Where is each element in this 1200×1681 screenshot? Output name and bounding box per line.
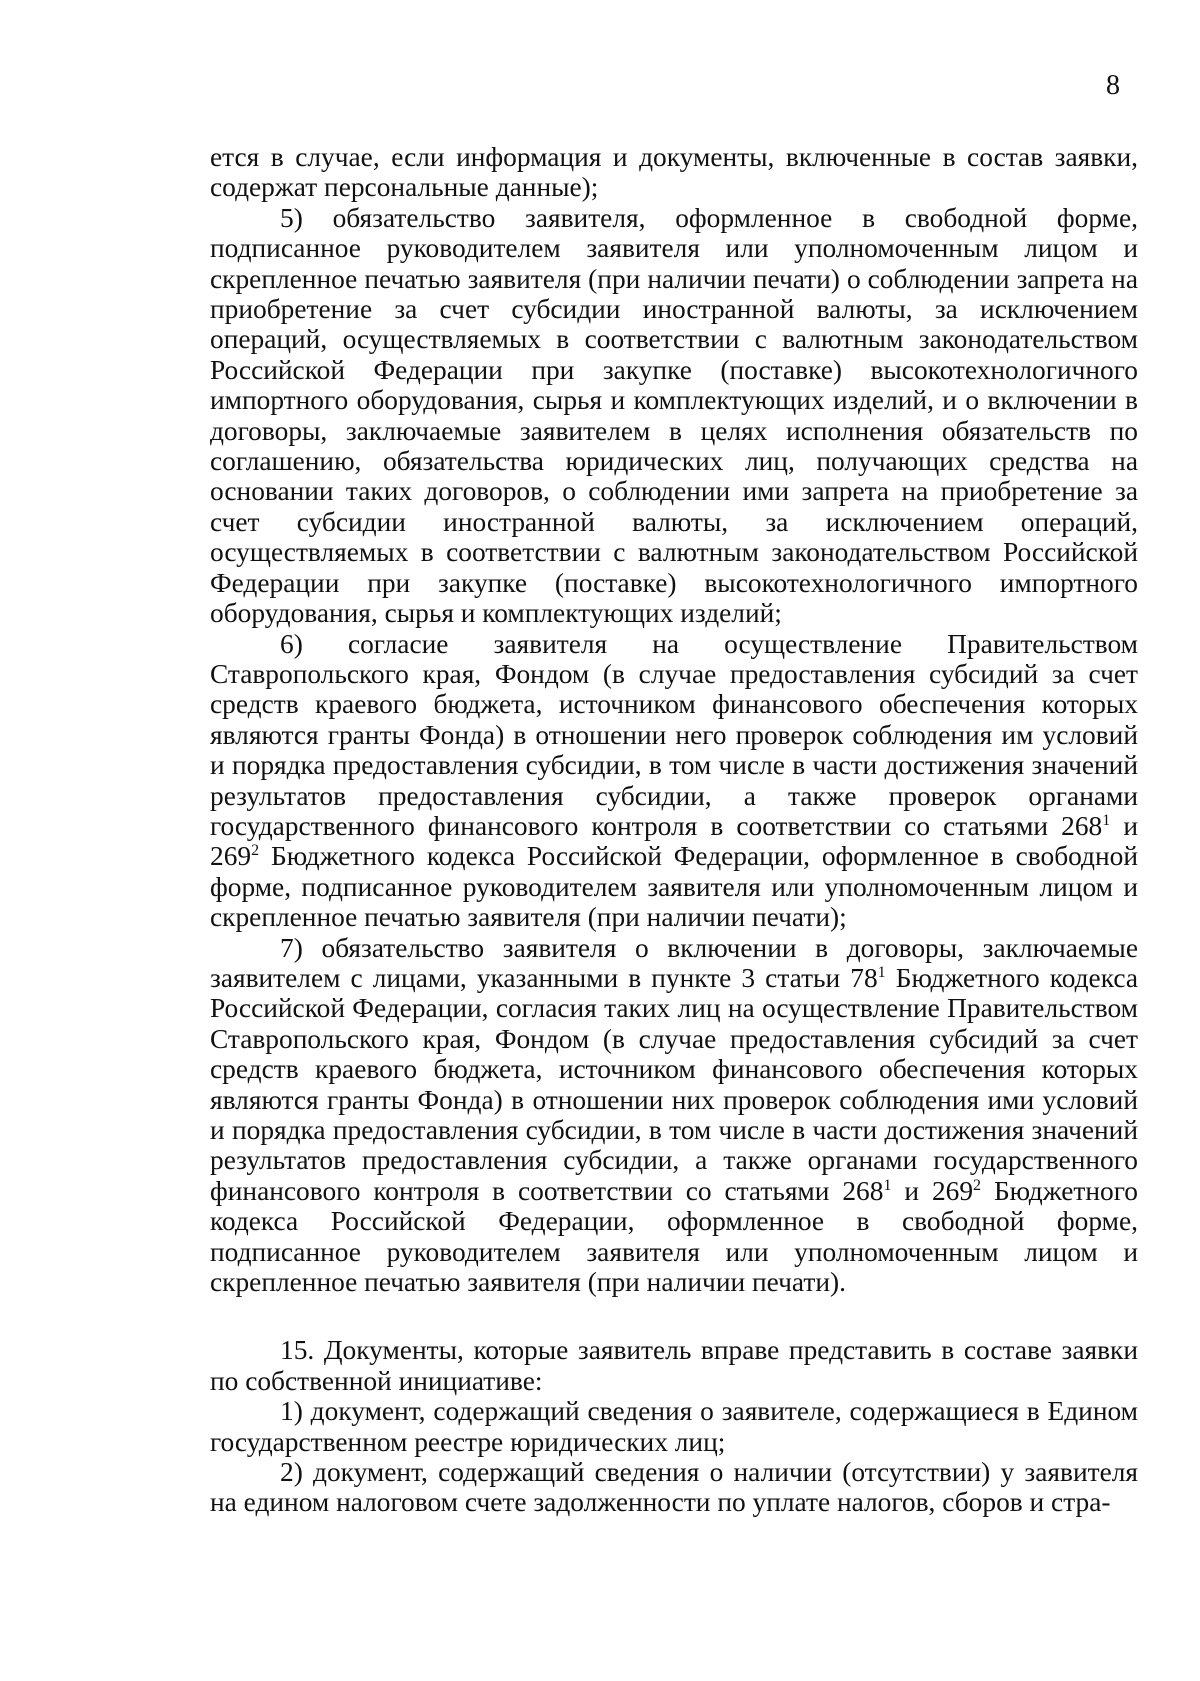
section-15-heading: 15. Документы, которые заявитель вправе представить в составе заявки по собственной инициативе: <box>210 1335 1138 1396</box>
paragraph-item-6 <box>210 629 1138 933</box>
paragraph-item-5: 5) обязательство заявителя, оформленное в свободной форме, подписанное руководителем заявителя или уполномоченным лицом и скрепленное печатью заявителя (при наличии печати) о соблюдении запрета на приобретение за счет субсидии иностранной валюты, за исключением операций, осуществляемых в соответствии с валютным законодательством Российской Федерации при закупке (поставке) высокотехнологичного импортного оборудования, сырья и комплектующих изделий, и о включении в договоры, заключаемые заявителем в целях исполнения обязательств по соглашению, обязательства юридических лиц, получающих средства на основании таких договоров, о соблюдении ими запрета на приобретение за счет субсидии иностранной валюты, за исключением операций, осуществляемых в соответствии с валютным законодательством Российской Федерации при закупке (поставке) высокотехнологичного импортного оборудования, сырья и комплектующих изделий; <box>210 202 1138 629</box>
superscript: 1 <box>1102 811 1111 829</box>
text-segment: и 269 <box>210 810 1138 872</box>
text-segment: Бюджетного кодекса Российской Федерации, оформленное в свободной форме, подписанное руководителем заявителя или уполномоченным лицом и скрепленное печатью заявителя (при наличии печати); <box>210 841 1138 933</box>
text-segment: Бюджетного кодекса Российской Федерации, согласия таких лиц на осуществление Правительством Ставропольского края, Фондом (в случае предоставления субсидий за счет средств краевого бюджета, источником финансового обеспечения которых являются гранты Фонда) в отношении них проверок соблюдения ими условий и порядка предоставления субсидии, в том числе в части достижения значений результатов предоставления субсидии, а также органами государственного финансового контроля в соответствии со статьями 268 <box>210 962 1138 1206</box>
superscript: 2 <box>251 842 260 860</box>
page-number: 8 <box>1106 70 1120 101</box>
superscript: 2 <box>973 1176 982 1194</box>
text-segment: и 269 <box>891 1175 974 1206</box>
paragraph-15-item-1: 1) документ, содержащий сведения о заявителе, содержащиеся в Едином государственном реестре юридических лиц; <box>210 1396 1138 1457</box>
superscript: 1 <box>877 963 886 981</box>
text-segment: Бюджетного кодекса Российской Федерации, оформленное в свободной форме, подписанное руководителем заявителя или уполномоченным лицом и скрепленное печатью заявителя (при наличии печати). <box>210 1175 1138 1298</box>
document-body <box>210 142 1138 1518</box>
paragraph-continuation: ется в случае, если информация и документы, включенные в состав заявки, содержат персональные данные); <box>210 142 1138 203</box>
text-segment: 7) обязательство заявителя о включении в договоры, заключаемые заявителем с лицами, указанными в пункте 3 статьи 78 <box>210 932 1138 993</box>
paragraph-item-7 <box>210 933 1138 1298</box>
paragraph-15-item-2: 2) документ, содержащий сведения о наличии (отсутствии) у заявителя на едином налоговом счете задолженности по уплате налогов, сборов и стра- <box>210 1457 1138 1518</box>
superscript: 1 <box>883 1176 892 1194</box>
text-segment: 6) согласие заявителя на осуществление Правительством Ставропольского края, Фондом (в случае предоставления субсидий за счет средств краевого бюджета, источником финансового обеспечения которых являются гранты Фонда) в отношении него проверок соблюдения им условий и порядка предоставления субсидии, в том числе в части достижения значений результатов предоставления субсидии, а также проверок органами государственного финансового контроля в соответствии со статьями 268 <box>210 628 1138 841</box>
